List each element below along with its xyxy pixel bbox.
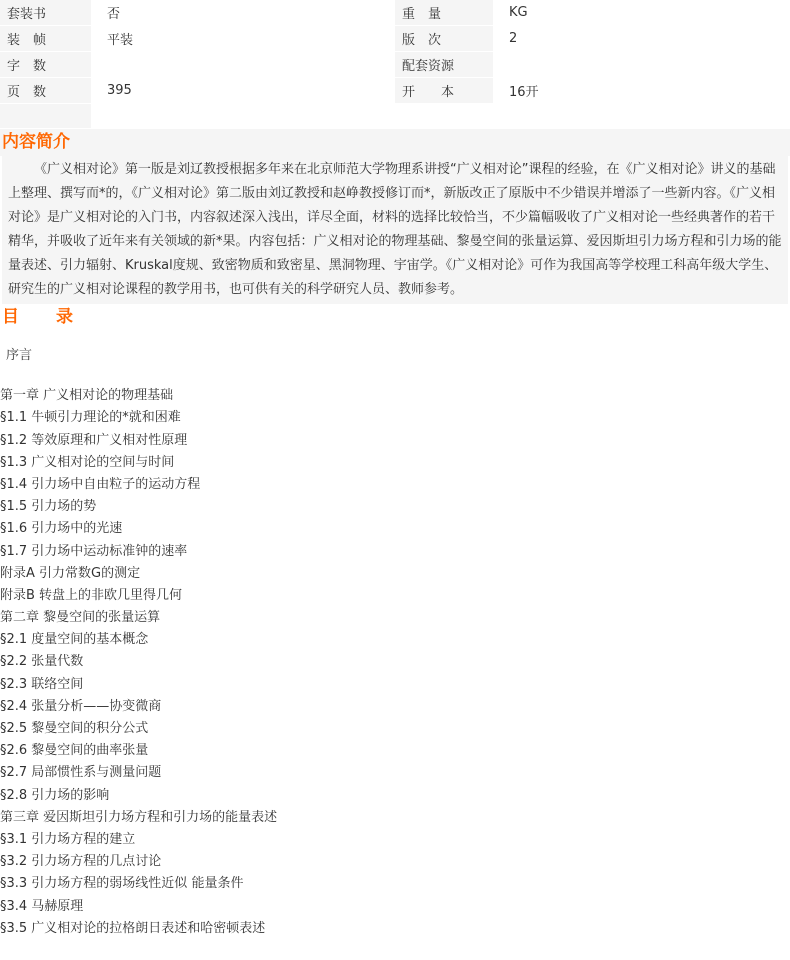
toc-item[interactable]: §2.8 引力场的影响	[0, 787, 110, 803]
info-value	[493, 52, 790, 78]
info-row	[0, 78, 790, 104]
intro-title: 内容简介	[0, 129, 790, 156]
info-label: 版 次	[395, 26, 493, 52]
toc-list	[0, 330, 790, 940]
info-label: 页 数	[0, 78, 91, 104]
toc-item[interactable]: §3.2 引力场方程的几点讨论	[0, 854, 162, 870]
toc-item[interactable]: §2.5 黎曼空间的积分公式	[0, 721, 149, 736]
toc-item[interactable]: §1.1 牛顿引力理论的*就和困难	[0, 410, 181, 426]
info-label: 配套资源	[395, 52, 493, 78]
toc-item[interactable]: §2.7 局部惯性系与测量问题	[0, 765, 162, 781]
toc-item[interactable]: 第一章 广义相对论的物理基础	[0, 388, 174, 404]
toc-item[interactable]: §2.2 张量代数	[0, 654, 84, 670]
info-row	[0, 0, 790, 26]
info-spacer-cell	[493, 104, 790, 129]
toc-item[interactable]: §3.4 马赫原理	[0, 898, 84, 914]
toc-item[interactable]: §2.1 度量空间的基本概念	[0, 632, 149, 648]
intro-text: 《广义相对论》第一版是刘辽教授根据多年来在北京师范大学物理系讲授“广义相对论”课程的经验，在《广义相对论》讲义的基础上整理、撰写而*的，《广义相对论》第二版由刘辽教授和赵峥教授修订而*，新版改正了原版中不少错误并增添了一些新内容。《广义相对论》是广义相对论的入门书，内容叙述深入浅出，详尽全面，材料的选择比较恰当，不少篇幅吸收了广义相对论一些经典著作的若干精华，并吸收了近年来有关领域的新*果。内容包括：广义相对论的物理基础、黎曼空间的张量运算、爱因斯坦引力场方程和引力场的能量表述、引力辐射、Kruskal度规、致密物质和致密星、黑洞物理、宇宙学。《广义相对论》可作为我国高等学校理工科高年级大学生、研究生的广义相对论课程的教学用书，也可供有关的科学研究人员、教师参考。	[2, 156, 788, 304]
toc-item[interactable]: §2.6 黎曼空间的曲率张量	[0, 743, 149, 759]
toc-item[interactable]: 附录A 引力常数G的测定	[0, 565, 141, 581]
toc-item[interactable]: §2.4 张量分析——协变微商	[0, 698, 162, 714]
info-value: KG	[493, 0, 790, 26]
toc-item[interactable]: 第二章 黎曼空间的张量运算	[0, 610, 161, 626]
info-value: 395	[91, 78, 395, 104]
toc-item[interactable]: §1.7 引力场中运动标准钟的速率	[0, 543, 188, 559]
book-info-table	[0, 0, 790, 129]
toc-item[interactable]: §1.2 等效原理和广义相对性原理	[0, 432, 188, 448]
info-label: 装 帧	[0, 26, 91, 52]
toc-title: 目 录	[0, 304, 790, 330]
toc-item[interactable]: §1.6 引力场中的光速	[0, 521, 123, 537]
info-spacer-row	[0, 104, 790, 129]
info-row	[0, 26, 790, 52]
toc-item[interactable]: §3.1 引力场方程的建立	[0, 831, 136, 847]
info-value: 平装	[91, 26, 395, 52]
info-value: 2	[493, 26, 790, 52]
info-label: 开 本	[395, 78, 493, 104]
info-label: 字 数	[0, 52, 91, 78]
info-value: 否	[91, 0, 395, 26]
toc-item[interactable]: 第三章 爱因斯坦引力场方程和引力场的能量表述	[0, 809, 278, 825]
toc-item[interactable]: §1.3 广义相对论的空间与时间	[0, 454, 175, 470]
toc-preface[interactable]: 序言	[6, 348, 33, 363]
toc-item[interactable]: 附录B 转盘上的非欧几里得几何	[0, 587, 183, 603]
info-spacer-cell	[0, 104, 91, 129]
info-label: 套装书	[0, 0, 91, 26]
info-label: 重 量	[395, 0, 493, 26]
toc-item[interactable]: §3.3 引力场方程的弱场线性近似 能量条件	[0, 876, 244, 892]
toc-item[interactable]: §1.5 引力场的势	[0, 499, 97, 515]
info-spacer-cell	[395, 104, 493, 129]
toc-item[interactable]: §1.4 引力场中自由粒子的运动方程	[0, 476, 201, 492]
info-row	[0, 52, 790, 78]
info-value	[91, 52, 395, 78]
info-value: 16开	[493, 78, 790, 104]
toc-item[interactable]: §2.3 联络空间	[0, 676, 84, 692]
toc-item[interactable]: §3.5 广义相对论的拉格朗日表述和哈密顿表述	[0, 920, 266, 936]
info-spacer-cell	[91, 104, 395, 129]
